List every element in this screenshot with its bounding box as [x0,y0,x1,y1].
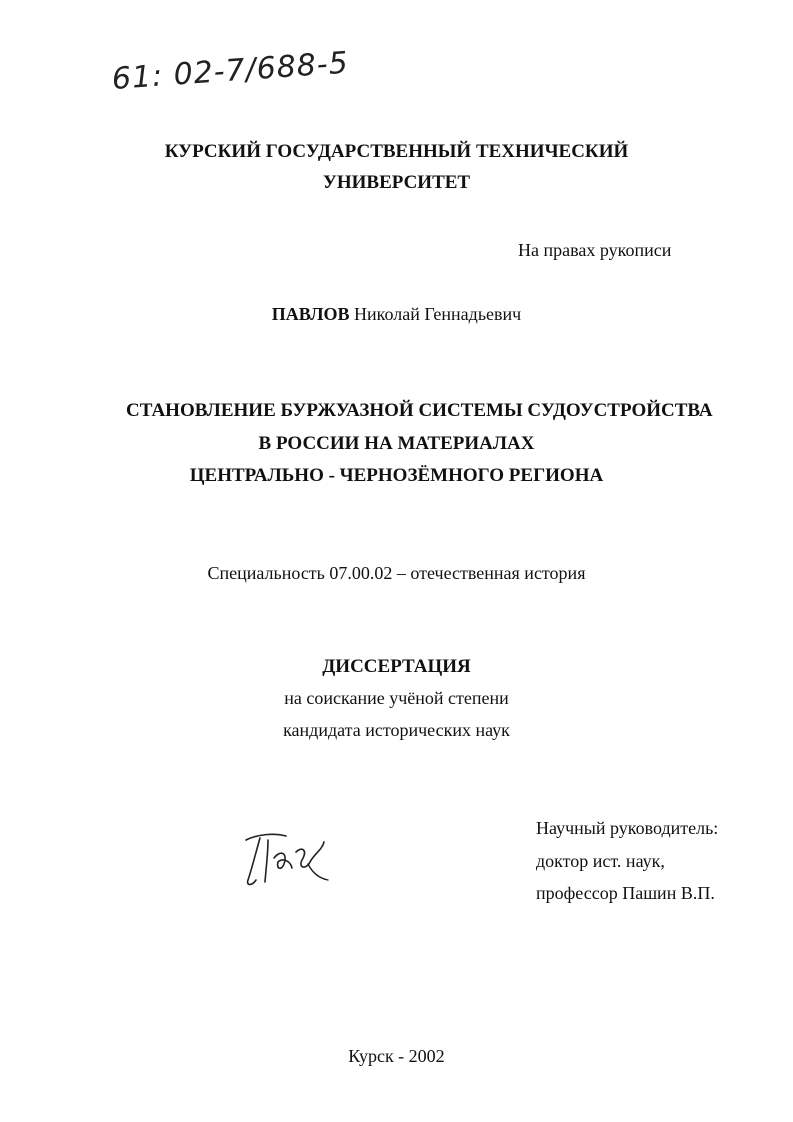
university-name-line1: КУРСКИЙ ГОСУДАРСТВЕННЫЙ ТЕХНИЧЕСКИЙ [164,141,629,162]
dissertation-heading: ДИССЕРТАЦИЯ [322,656,471,677]
author-surname: ПАВЛОВ [271,304,350,324]
specialty-line: Специальность 07.00.02 – отечественная история [207,563,586,583]
title-line3: ЦЕНТРАЛЬНО - ЧЕРНОЗЁМНОГО РЕГИОНА [189,465,604,486]
rights-note: На правах рукописи [518,240,672,260]
supervisor-line1: Научный руководитель: [536,818,719,838]
city-year: Курск - 2002 [348,1046,445,1066]
title-line1: СТАНОВЛЕНИЕ БУРЖУАЗНОЙ СИСТЕМЫ СУДОУСТРОЙСТВА [126,400,713,421]
archive-code-handwritten: 61: 02-7/688-5 [110,45,350,97]
supervisor-line3: профессор Пашин В.П. [536,883,715,903]
title-line2: В РОССИИ НА МАТЕРИАЛАХ [258,433,535,454]
author-given-names: Николай Геннадьевич [354,304,522,324]
author-name [0,304,793,325]
supervisor-line2: доктор ист. наук, [536,851,665,871]
handwritten-signature-icon [238,828,338,890]
university-name-line2: УНИВЕРСИТЕТ [322,172,471,193]
degree-line1: на соискание учёной степени [284,688,509,708]
degree-line2: кандидата исторических наук [283,720,510,740]
